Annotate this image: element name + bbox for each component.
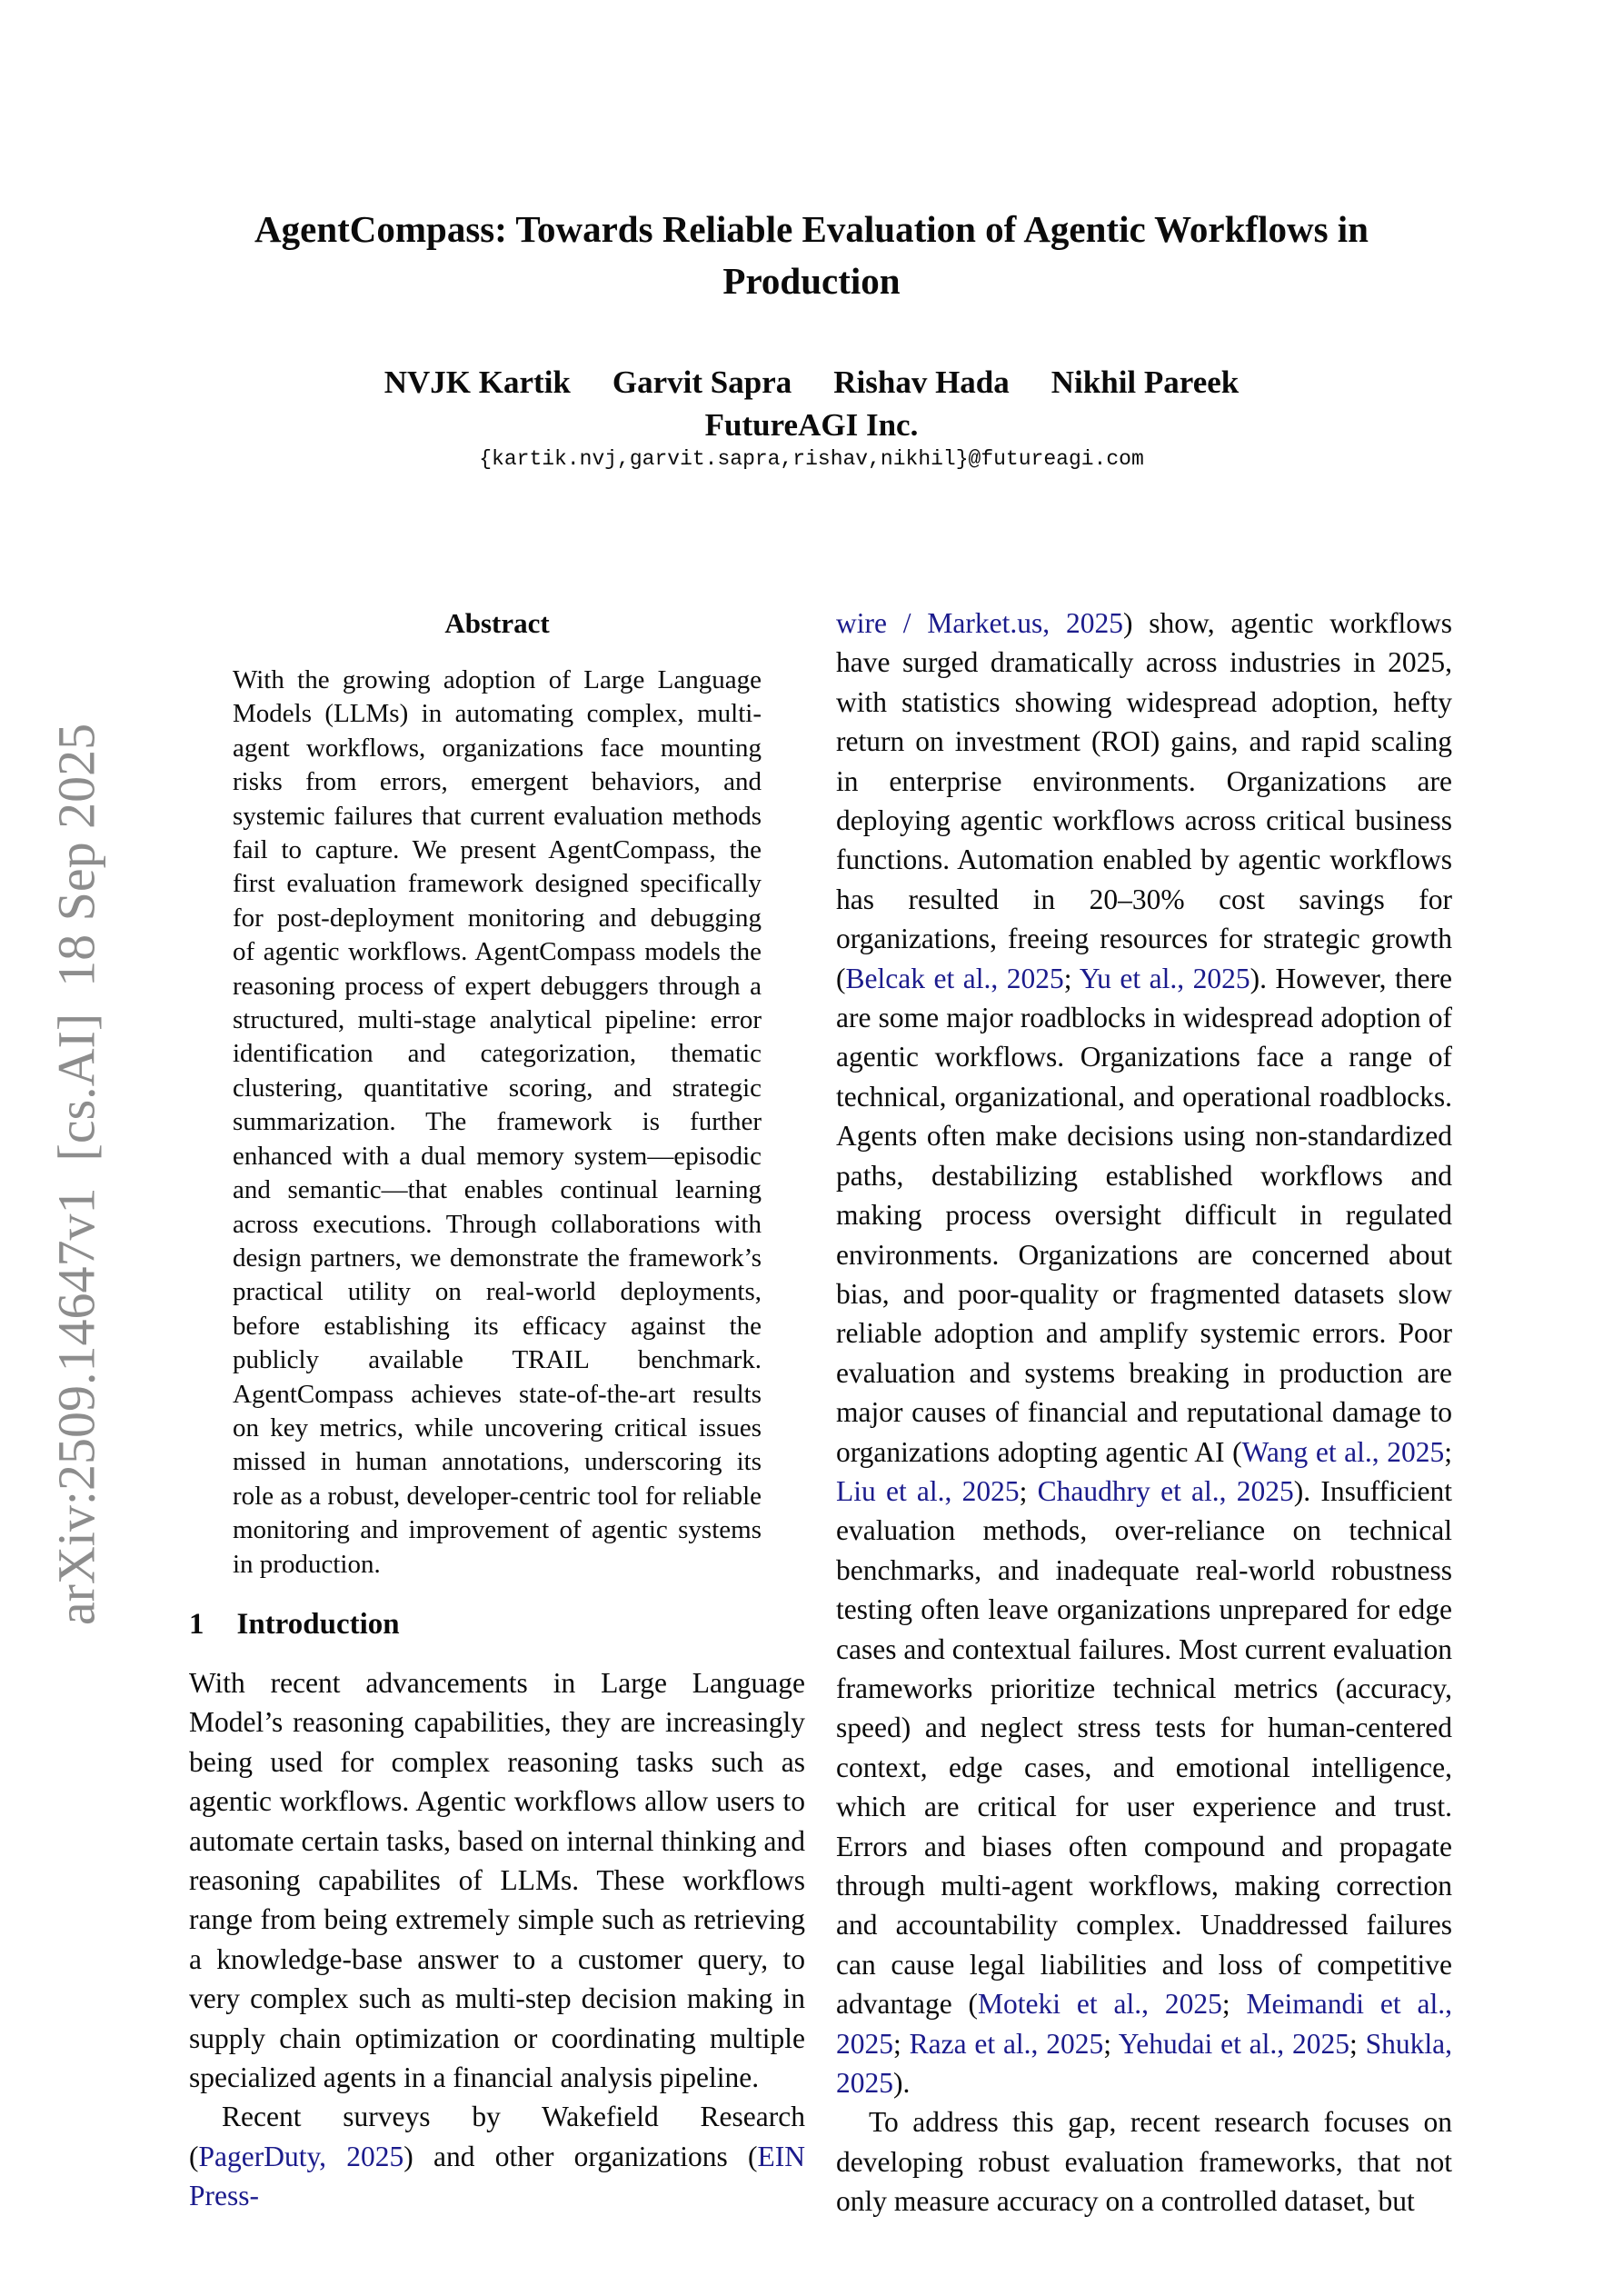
text-run: ). However, there are some major roadblocks in widespread adoption of agentic workflows. Organizations face a range of technical, organizational, and operational roadblocks. Agents often make decisions using non-standardized paths, destabilizing established workflows and making process oversight difficult in regulated environments. Organizations are concerned about bias, and poor-quality or fragmented datasets slow reliable adoption and amplify systemic errors. Poor evaluation and systems breaking in production are major causes of financial and reputational damage to organizations adopting agentic AI ( [836, 962, 1452, 1468]
text-run: ; [1063, 962, 1080, 994]
text-run: ) show, agentic workflows have surged dramatically across industries in 2025, with statistics showing widespread adoption, hefty return on investment (ROI) gains, and rapid scaling in enterprise environments. Organizations are deploying agentic workflows across critical business functions. Automation enabled by agentic workflows has resulted in 20–30% cost savings for organizations, freeing resources for strategic growth ( [836, 607, 1452, 994]
author-emails: {kartik.nvj,garvit.sapra,rishav,nikhil}@futureagi.com [479, 447, 1144, 471]
body-paragraph [189, 1663, 805, 2097]
paper-title [0, 204, 1623, 307]
citation-link[interactable]: Shukla, 2025 [836, 2027, 1452, 2100]
citation-link[interactable]: wire / Market.us, 2025 [836, 607, 1123, 639]
author-name: Garvit Sapra [612, 364, 792, 400]
abstract-paragraph [233, 664, 762, 1582]
author-name: Nikhil Pareek [1050, 364, 1240, 400]
section-heading [189, 1605, 805, 1643]
citation-link[interactable]: Wang et al., 2025 [1241, 1435, 1445, 1468]
right-column [836, 604, 1452, 2221]
text-run: ). Insufficient evaluation methods, over-reliance on technical benchmarks, and inadequate real-world robustness testing often leave organizations unprepared for edge cases and contextual failures. Most current evaluation frameworks prioritize technical metrics (accuracy, speed) and neglect stress tests for human-centered context, edge cases, and emotional intelligence, which are critical for user experience and trust. Errors and biases often compound and propagate through multi-agent workflows, making correction and accountability complex. Unaddressed failures can cause legal liabilities and loss of competitive advantage ( [836, 1474, 1452, 2021]
author-name: Rishav Hada [833, 364, 1010, 400]
citation-link[interactable]: Belcak et al., 2025 [845, 962, 1064, 994]
citation-link[interactable]: PagerDuty, 2025 [198, 2140, 404, 2172]
text-run: To address this gap, recent research focuses on developing robust evaluation frameworks, that not only measure accuracy on a controlled dataset, but [836, 2106, 1452, 2218]
author-name: NVJK Kartik [383, 364, 571, 400]
body-paragraph [189, 2097, 805, 2215]
section-title: Introduction [236, 1607, 400, 1641]
text-run: Recent surveys by Wakefield Research ( [189, 2101, 805, 2172]
text-run: ; [1019, 1474, 1038, 1507]
affiliation: FutureAGI Inc. [704, 407, 919, 443]
section-number: 1 [189, 1607, 204, 1641]
title-line: Production [722, 260, 901, 302]
text-run: ). [893, 2067, 911, 2100]
abstract-heading: Abstract [444, 607, 550, 639]
text-run: ; [893, 2027, 910, 2060]
text-run: With recent advancements in Large Language Model’s reasoning capabilities, they are increasingly being used for complex reasoning tasks such as agentic workflows. Agentic workflows allow users to automate certain tasks, based on internal thinking and reasoning capabilites of LLMs. These workflows range from being extremely simple such as retrieving a knowledge-base answer to a customer query, to very complex such as multi-step decision making in supply chain optimization or coordinating multiple specialized agents in a financial analysis pipeline. [189, 1666, 805, 2094]
body-paragraph [836, 604, 1452, 2102]
text-run: ; [1349, 2027, 1366, 2060]
text-run: ; [1444, 1435, 1453, 1468]
text-run: With the growing adoption of Large Language Models (LLMs) in automating complex, multi-agent workflows, organizations face mounting risks from errors, emergent behaviors, and systemic failures that current evaluation methods fail to capture. We present AgentCompass, the first evaluation framework designed specifically for post-deployment monitoring and debugging of agentic workflows. AgentCompass models the reasoning process of expert debuggers through a structured, multi-stage analytical pipeline: error identification and categorization, thematic clustering, quantitative scoring, and strategic summarization. The framework is further enhanced with a dual memory system—episodic and semantic—that enables continual learning across executions. Through collaborations with design partners, we demonstrate the framework’s practical utility on real-world deployments, before establishing its efficacy against the publicly available TRAIL benchmark. AgentCompass achieves state-of-the-art results on key metrics, while uncovering critical issues missed in human annotations, underscoring its role as a robust, developer-centric tool for reliable monitoring and improvement of agentic systems in production. [233, 665, 762, 1579]
body-paragraph [836, 2102, 1452, 2221]
title-line: AgentCompass: Towards Reliable Evaluation of Agentic Workflows in [254, 208, 1369, 250]
arxiv-watermark: arXiv:2509.14647v1 [cs.AI] 18 Sep 2025 [46, 723, 106, 1626]
citation-link[interactable]: Yu et al., 2025 [1079, 962, 1250, 994]
citation-link[interactable]: Yehudai et al., 2025 [1118, 2027, 1349, 2060]
citation-link[interactable]: Chaudhry et al., 2025 [1037, 1474, 1294, 1507]
citation-link[interactable]: Moteki et al., 2025 [978, 1988, 1222, 2021]
text-run: ; [1221, 1988, 1247, 2021]
citation-link[interactable]: EIN Press- [189, 2140, 805, 2212]
text-run: ) and other organizations ( [403, 2140, 758, 2172]
citation-link[interactable]: Raza et al., 2025 [909, 2027, 1104, 2060]
author-list [0, 366, 1623, 398]
left-column [189, 605, 805, 2216]
citation-link[interactable]: Meimandi et al., 2025 [836, 1988, 1452, 2060]
citation-link[interactable]: Liu et al., 2025 [836, 1474, 1020, 1507]
text-run: ; [1103, 2027, 1119, 2060]
